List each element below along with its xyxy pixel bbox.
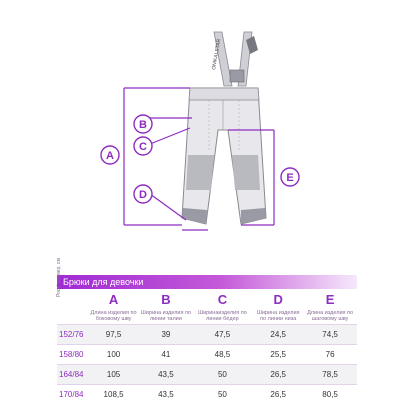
table-row — [57, 385, 357, 404]
size-cell: 158/80 — [57, 345, 87, 365]
size-axis-label: Рост/ размер, см — [56, 269, 62, 297]
value-cell: 26,5 — [253, 385, 303, 404]
knee-patch-left — [186, 155, 214, 190]
value-cell: 50 — [192, 365, 254, 385]
value-cell: 76 — [303, 345, 357, 365]
label-C — [134, 137, 152, 155]
svg-text:C: C — [139, 141, 147, 153]
value-cell: 105 — [87, 365, 140, 385]
size-axis-header — [57, 291, 87, 325]
col-letter-a: A — [87, 291, 140, 308]
col-desc-b: Ширина изделия по линии талии — [140, 308, 192, 325]
value-cell: 41 — [140, 345, 192, 365]
col-desc-d: Ширина изделия по линии низа — [253, 308, 303, 325]
svg-text:A: A — [106, 150, 114, 162]
label-B — [134, 115, 152, 133]
col-letter-d: D — [253, 291, 303, 308]
header-letters-row — [57, 291, 357, 308]
value-cell: 108,5 — [87, 385, 140, 404]
size-cell: 152/76 — [57, 325, 87, 345]
col-letter-c: C — [192, 291, 254, 308]
value-cell: 78,5 — [303, 365, 357, 385]
size-cell: 170/84 — [57, 385, 87, 404]
svg-text:D: D — [139, 189, 147, 201]
table-title: Брюки для девочки — [57, 275, 357, 289]
value-cell: 48,5 — [192, 345, 254, 365]
knee-patch-right — [232, 155, 260, 190]
col-desc-c: Ширинаизделия по линии бёдер — [192, 308, 254, 325]
pants-body — [182, 88, 266, 224]
svg-text:B: B — [139, 119, 147, 131]
value-cell: 80,5 — [303, 385, 357, 404]
label-D — [134, 185, 152, 203]
table-row — [57, 365, 357, 385]
value-cell: 74,5 — [303, 325, 357, 345]
label-A — [101, 146, 119, 164]
value-cell: 26,5 — [253, 365, 303, 385]
svg-text:E: E — [286, 172, 293, 184]
value-cell: 47,5 — [192, 325, 254, 345]
value-cell: 97,5 — [87, 325, 140, 345]
value-cell: 39 — [140, 325, 192, 345]
value-cell: 25,5 — [253, 345, 303, 365]
table-row — [57, 345, 357, 365]
value-cell: 24,5 — [253, 325, 303, 345]
label-E — [281, 168, 299, 186]
value-cell: 43,5 — [140, 385, 192, 404]
col-desc-e: Длина изделия по шаговому шву — [303, 308, 357, 325]
header-desc-row — [57, 308, 357, 325]
col-letter-e: E — [303, 291, 357, 308]
brand-vertical-text: ONIKALSTAR — [211, 38, 222, 70]
col-letter-b: B — [140, 291, 192, 308]
value-cell: 100 — [87, 345, 140, 365]
col-desc-a: Длина изделия по боковому шву — [87, 308, 140, 325]
value-cell: 50 — [192, 385, 254, 404]
size-table — [57, 291, 357, 404]
table-row — [57, 325, 357, 345]
value-cell: 43,5 — [140, 365, 192, 385]
size-cell: 164/84 — [57, 365, 87, 385]
